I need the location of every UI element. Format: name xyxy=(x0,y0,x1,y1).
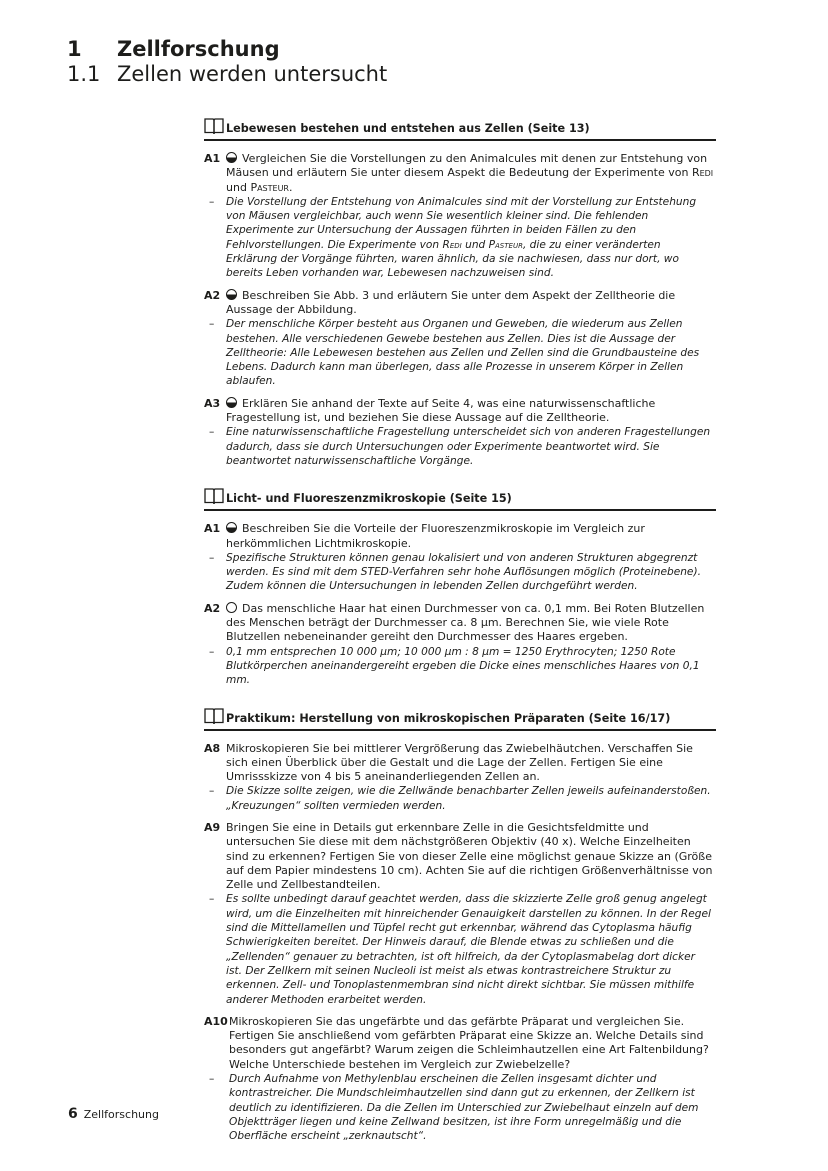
task-answer xyxy=(209,551,714,594)
task-item xyxy=(204,289,714,389)
small-caps-name: Pasteur xyxy=(488,238,523,251)
task-label: A8 xyxy=(204,741,221,755)
subchapter-title: Zellen werden untersucht xyxy=(117,62,388,86)
answer-text: 0,1 mm entsprechen 10 000 µm; 10 000 µm : 8 µm = 1250 Erythrocyten; 1250 Rote Blutkörperchen aneinandergereiht ergeben die Dicke eines menschliches Haares von 0,1 mm. xyxy=(226,645,700,687)
section-title: Praktikum: Herstellung von mikroskopischen Präparaten (Seite 16/17) xyxy=(226,711,671,725)
answer-text: Die Vorstellung der Entstehung von Animalcules sind mit der Vorstellung zur Entstehung von Mäusen vergleichbar, auch wenn Sie wesentlich kleiner sind. Die fehlenden Experimente zur Untersuchung der Aussagen führten in beiden Fällen zu den Fehlvorstellungen. Die Experimente von Redi und Pasteur, die zu einer veränderten Erklärung der Vorgänge führten, waren ähnlich, da sie nachwiesen, dass nur dort, wo bereits Leben vorhanden war, Lebewesen nachzuweisen sind. xyxy=(226,195,697,280)
subchapter-heading xyxy=(67,62,387,86)
task-item xyxy=(204,821,714,1007)
section-rule xyxy=(204,509,716,511)
question-text: Vergleichen Sie die Vorstellungen zu den Animalcules mit denen zur Entstehung von Mäusen und erläutern Sie unter diesem Aspekt die Bedeutung der Experimente von Redi und Pasteur. xyxy=(226,152,714,194)
running-title: Zellforschung xyxy=(83,1108,159,1121)
task-label: A2 xyxy=(204,601,221,615)
task-question: Mikroskopieren Sie das ungefärbte und das gefärbte Präparat und vergleichen Sie. Fertigen Sie anschließend vom gefärbten Präparat eine Skizze an. Welche Details sind besonders gut angefärbt? Warum zeigen die Schleimhautzellen eine Art Faltenbildung? Welche Unterschiede bestehen im Vergleich zur Zwiebelzelle? xyxy=(229,1014,709,1071)
task-answer xyxy=(209,645,714,688)
small-caps-name: Redi xyxy=(442,238,462,251)
dash-icon: – xyxy=(209,645,215,658)
task-question xyxy=(226,397,714,426)
task-answer xyxy=(209,1072,714,1143)
small-caps-name: Redi xyxy=(691,166,714,180)
question-text: Beschreiben Sie Abb. 3 und erläutern Sie unter dem Aspekt der Zelltheorie die Aussage der Abbildung. xyxy=(226,288,676,316)
task-item xyxy=(204,602,714,688)
answer-text: Die Skizze sollte zeigen, wie die Zellwände benachbarter Zellen jeweils aufeinanderstoßen. „Kreuzungen“ sollten vermieden werden. xyxy=(226,785,711,812)
task-item xyxy=(204,152,714,281)
task-question xyxy=(226,289,714,318)
question-text: Beschreiben Sie die Vorteile der Fluoreszenzmikroskopie im Vergleich zur herkömmlichen Lichtmikroskopie. xyxy=(226,522,645,550)
task-answer xyxy=(209,784,714,813)
section-title: Lebewesen bestehen und entstehen aus Zellen (Seite 13) xyxy=(226,122,590,135)
answer-text: Es sollte unbedingt darauf geachtet werden, dass die skizzierte Zelle groß genug angelegt wird, um die Einzelheiten mit hinreichender Genauigkeit darstellen zu können. In der Regel sind die Mittellamellen und Tüpfel recht gut erkennbar, während das Cytoplasma häufig Schwierigkeiten bereitet. Der Hinweis darauf, die Blende etwas zu schließen und die „Zellenden“ genauer zu betrachten, ist oft hilfreich, da der Cytoplasmabelag dort dicker ist. Der Zellkern mit seinen Nucleoli ist meist als etwas kontrastreichere Struktur zu erkennen. Zell- und Tonoplastenmembran sind nicht direkt sichtbar. Sie müssen mithilfe anderer Methoden erarbeitet werden. xyxy=(226,893,711,1006)
section-title: Licht- und Fluoreszenzmikroskopie (Seite 15) xyxy=(226,492,512,506)
section-heading xyxy=(204,708,714,728)
task-answer xyxy=(209,195,714,281)
section-rule xyxy=(204,139,716,141)
answer-text: Durch Aufnahme von Methylenblau erscheinen die Zellen insgesamt dichter und kontrastreicher. Die Mundschleimhautzellen sind dann gut zu erkennen, der Zellkern ist deutlich zu identifizieren. Da die Zellen im Unterschied zur Zwiebelhaut einzeln auf dem Objektträger liegen und keine Zellwand besitzen, ist ihre Form unregelmäßig und die Oberfläche erscheint „zerknautscht“. xyxy=(229,1073,699,1143)
dash-icon: – xyxy=(209,893,215,906)
half-circle-difficulty-icon xyxy=(226,397,237,408)
task-label: A10 xyxy=(204,1014,228,1028)
task-label: A2 xyxy=(204,288,221,302)
task-label: A3 xyxy=(204,396,221,410)
book-icon xyxy=(204,708,224,725)
half-circle-difficulty-icon xyxy=(226,289,237,300)
book-icon xyxy=(204,488,224,505)
subchapter-number: 1.1 xyxy=(67,62,101,86)
task-question xyxy=(226,522,714,551)
task-item xyxy=(204,522,714,593)
task-item xyxy=(204,742,714,813)
book-icon xyxy=(204,118,224,135)
question-text: Das menschliche Haar hat einen Durchmesser von ca. 0,1 mm. Bei Roten Blutzellen des Menschen beträgt der Durchmesser ca. 8 µm. Berechnen Sie, wie viele Rote Blutzellen nebeneinander gereiht den Durchmesser des Haares ergeben. xyxy=(226,601,705,644)
small-caps-name: Pasteur xyxy=(250,180,289,194)
half-circle-difficulty-icon xyxy=(226,152,237,163)
dash-icon: – xyxy=(209,195,215,208)
task-label: A9 xyxy=(204,820,221,834)
dash-icon: – xyxy=(209,318,215,331)
answer-text: Spezifische Strukturen können genau lokalisiert und von anderen Strukturen abgegrenzt werden. Es sind mit dem STED-Verfahren sehr hohe Auflösungen möglich (Proteinebene). Zudem können die Untersuchungen in lebenden Zellen durchgeführt werden. xyxy=(226,551,701,593)
task-question: Bringen Sie eine in Details gut erkennbare Zelle in die Gesichtsfeldmitte und untersuchen Sie diese mit dem nächstgrößeren Objektiv (40 x). Welche Einzelheiten sind zu erkennen? Fertigen Sie von dieser Zelle eine möglichst genaue Skizze an (Größe auf dem Papier mindestens 10 cm). Achten Sie auf die richtigen Größenverhältnisse von Zelle und Zellbestandteilen. xyxy=(226,820,713,892)
answer-text: Der menschliche Körper besteht aus Organen und Geweben, die wiederum aus Zellen bestehen. Alle verschiedenen Gewebe bestehen aus Zellen. Dies ist die Aussage der Zelltheorie: Alle Lebewesen bestehen aus Zellen und Zellen sind die Grundbausteine des Lebens. Dadurch kann man überlegen, dass alle Prozesse in unserem Körper in Zellen ablaufen. xyxy=(226,318,700,388)
task-question: Mikroskopieren Sie bei mittlerer Vergrößerung das Zwiebelhäutchen. Verschaffen Sie sich einen Überblick über die Gestalt und die Lage der Zellen. Fertigen Sie eine Umrissskizze von 4 bis 5 aneinanderliegenden Zellen an. xyxy=(226,741,693,784)
task-item xyxy=(204,1015,714,1144)
dash-icon: – xyxy=(209,426,215,439)
section-heading xyxy=(204,488,714,508)
task-question xyxy=(226,602,714,645)
page-footer xyxy=(68,1106,159,1122)
section-heading xyxy=(204,118,714,138)
chapter-number: 1 xyxy=(67,37,82,61)
dash-icon: – xyxy=(209,785,215,798)
task-answer xyxy=(209,425,714,468)
page-number: 6 xyxy=(68,1106,78,1122)
question-text: Erklären Sie anhand der Texte auf Seite 4, was eine naturwissenschaftliche Fragestellung ist, und beziehen Sie diese Aussage auf die Zelltheorie. xyxy=(226,396,656,425)
section-rule xyxy=(204,729,716,731)
half-circle-difficulty-icon xyxy=(226,522,237,533)
dash-icon: – xyxy=(209,1073,215,1086)
page-content xyxy=(204,118,714,1152)
chapter-heading xyxy=(67,37,280,61)
chapter-title: Zellforschung xyxy=(117,37,280,61)
empty-circle-difficulty-icon xyxy=(226,602,237,613)
task-label: A1 xyxy=(204,152,221,165)
task-answer xyxy=(209,317,714,388)
task-answer xyxy=(209,892,714,1006)
task-question xyxy=(226,152,714,195)
answer-text: Eine naturwissenschaftliche Fragestellung unterscheidet sich von anderen Fragestellungen dadurch, dass sie durch Untersuchungen oder Experimente beantwortet wird. Sie beantwortet naturwissenschaftliche Vorgänge. xyxy=(226,426,711,467)
dash-icon: – xyxy=(209,551,215,564)
task-label: A1 xyxy=(204,522,221,536)
task-item xyxy=(204,397,714,468)
